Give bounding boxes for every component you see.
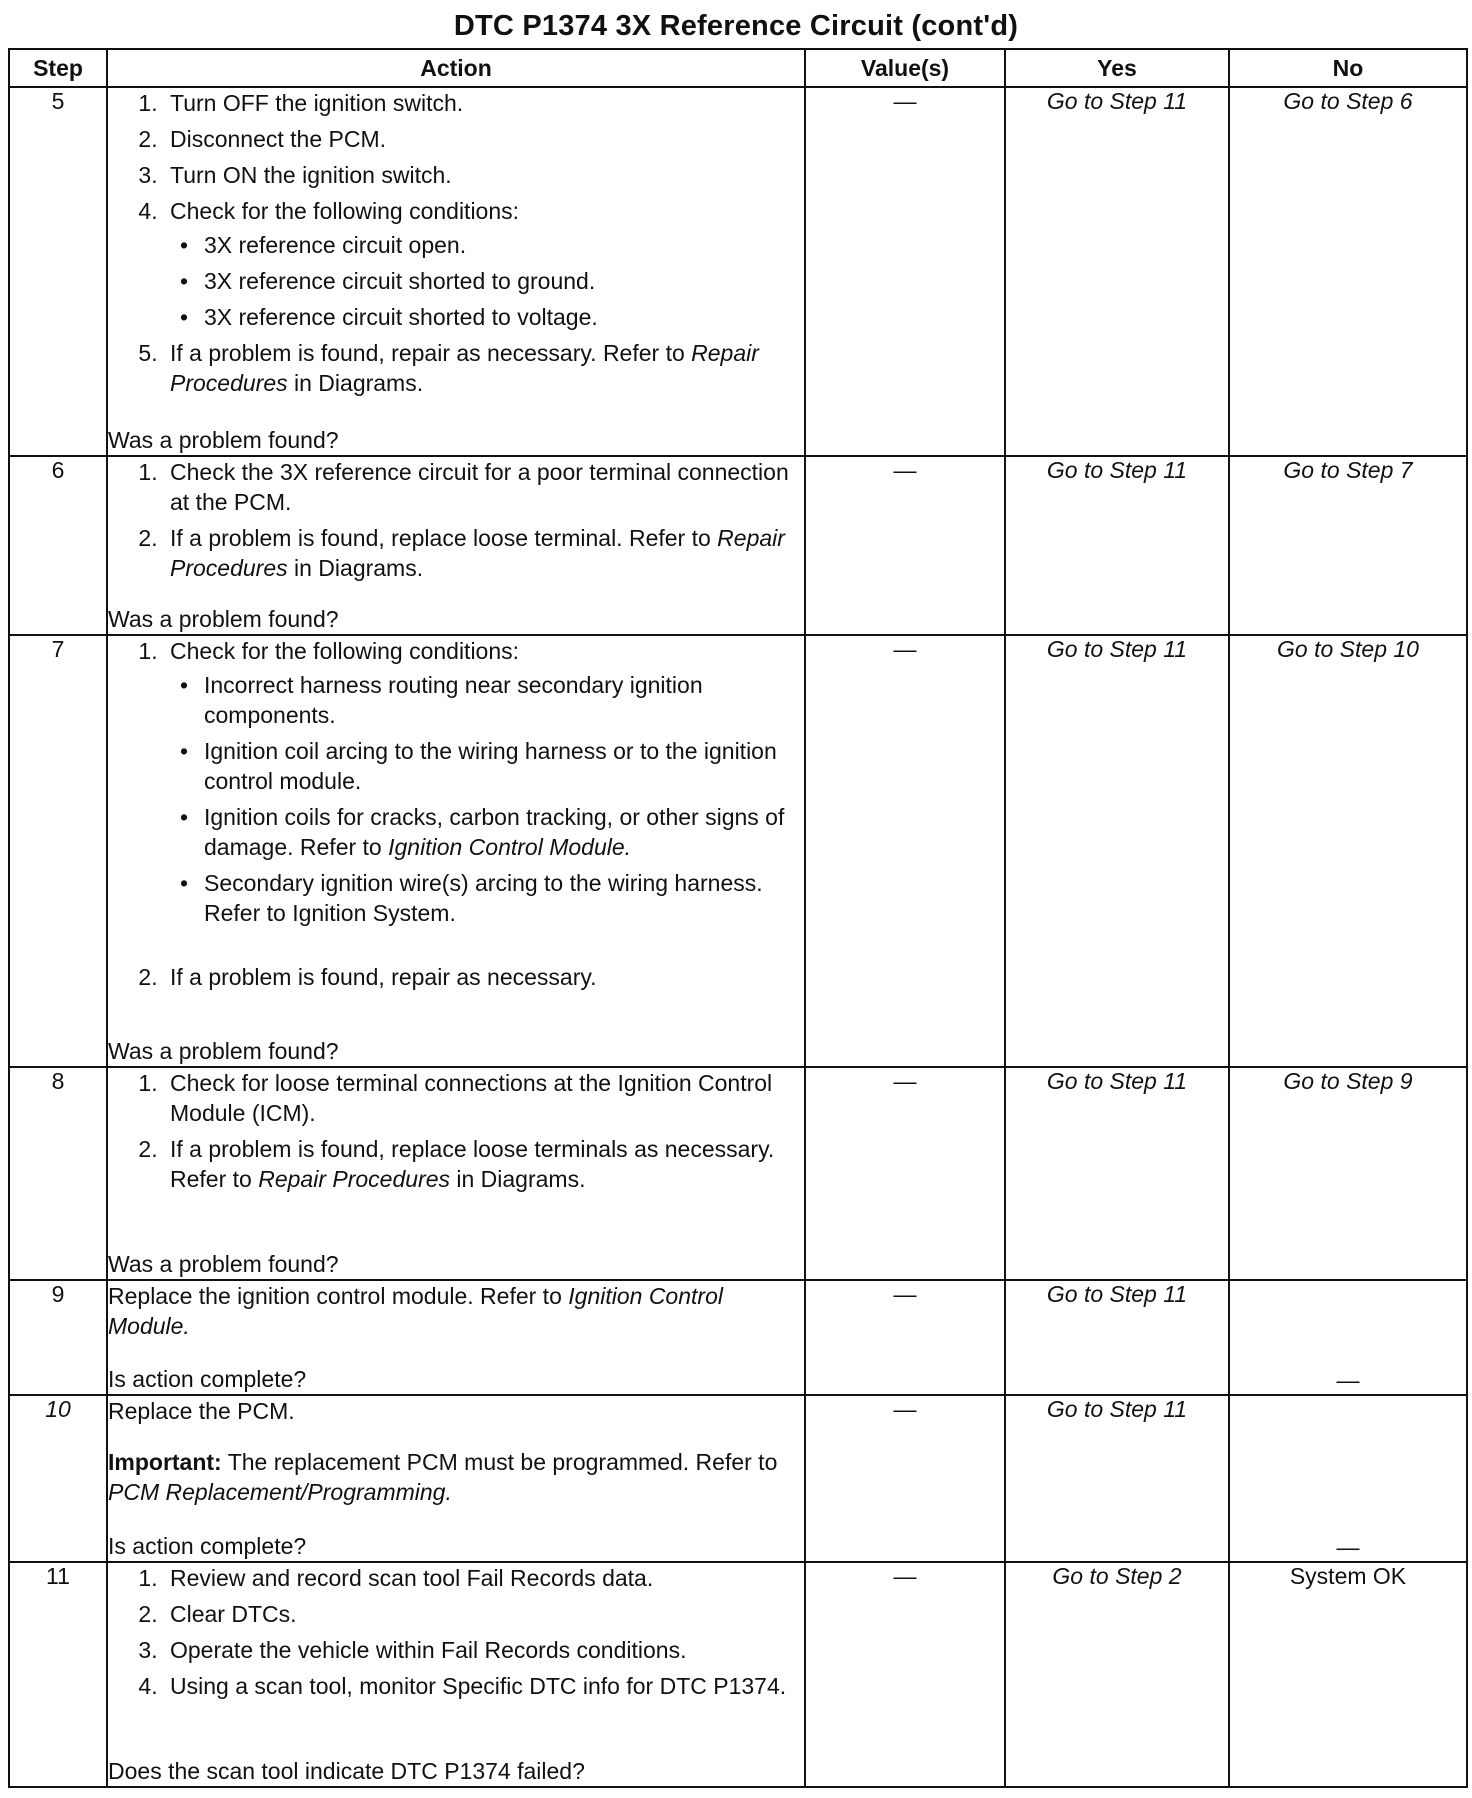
bullet-list <box>170 670 804 928</box>
page-title: DTC P1374 3X Reference Circuit (cont'd) <box>453 10 1019 42</box>
reference-link[interactable]: PCM Replacement/Programming. <box>108 1478 452 1505</box>
list-item-text: in Diagrams. <box>294 370 424 396</box>
table-row-step-7 <box>9 635 1467 1067</box>
yes-cell[interactable]: Go to Step 11 <box>1005 1280 1229 1396</box>
table-row-step-9 <box>9 1280 1467 1396</box>
step-number: 6 <box>9 456 107 635</box>
action-text: Replace the PCM. <box>108 1398 295 1425</box>
step-number: 11 <box>9 1562 107 1787</box>
step-number: 9 <box>9 1280 107 1396</box>
header-action: Action <box>107 49 805 87</box>
bullet-item: • Secondary ignition wire(s) arcing to the wiring harness. Refer to Ignition System. <box>198 868 804 928</box>
list-item <box>164 196 804 332</box>
bullet-item <box>198 802 804 862</box>
important-label: Important: <box>108 1448 222 1475</box>
action-text-body: Replace the ignition control module. Refer to <box>108 1282 562 1309</box>
yes-cell[interactable]: Go to Step 11 <box>1005 635 1229 1067</box>
action-list <box>108 636 804 998</box>
no-cell: — <box>1229 1395 1467 1561</box>
no-cell[interactable]: Go to Step 7 <box>1229 456 1467 635</box>
list-item: 1. Turn OFF the ignition switch. <box>164 88 804 118</box>
reference-link[interactable]: Repair Procedures <box>170 525 785 582</box>
no-cell[interactable]: Go to Step 9 <box>1229 1067 1467 1280</box>
action-cell <box>107 1562 805 1787</box>
yes-cell[interactable]: Go to Step 11 <box>1005 1395 1229 1561</box>
action-cell <box>107 1395 805 1561</box>
step-number: 7 <box>9 635 107 1067</box>
yes-cell[interactable]: Go to Step 11 <box>1005 87 1229 456</box>
table-row-step-8 <box>9 1067 1467 1280</box>
value-cell: — <box>805 635 1005 1067</box>
list-item: 2. Clear DTCs. <box>164 1599 804 1629</box>
list-item-text: in Diagrams. <box>456 1165 586 1192</box>
value-cell: — <box>805 1395 1005 1561</box>
reference-link[interactable]: Ignition Control Module. <box>108 1282 723 1339</box>
list-item: 1. Check the 3X reference circuit for a poor terminal connection at the PCM. <box>164 457 804 517</box>
value-cell: — <box>805 1067 1005 1280</box>
list-item: 3. Turn ON the ignition switch. <box>164 160 804 190</box>
action-cell <box>107 456 805 635</box>
action-list <box>108 457 804 589</box>
list-item: 1. Check for loose terminal connections at the Ignition Control Module (ICM). <box>164 1068 804 1128</box>
list-item-text: in Diagrams. <box>294 555 424 582</box>
list-item: 2. If a problem is found, repair as necessary. <box>164 962 804 992</box>
no-cell: — <box>1229 1280 1467 1396</box>
list-item-text: Check for the following conditions: <box>170 637 520 664</box>
no-cell[interactable]: Go to Step 10 <box>1229 635 1467 1067</box>
bullet-list <box>170 230 804 332</box>
list-item <box>164 523 804 583</box>
list-item <box>164 1134 804 1194</box>
step-number: 5 <box>9 87 107 456</box>
list-item-text: If a problem is found, replace loose terminals as necessary. Refer to <box>170 1135 775 1192</box>
value-cell: — <box>805 456 1005 635</box>
yes-cell[interactable]: Go to Step 2 <box>1005 1562 1229 1787</box>
question-text: Is action complete? <box>108 1366 307 1393</box>
action-list <box>108 1563 804 1707</box>
yes-cell[interactable]: Go to Step 11 <box>1005 456 1229 635</box>
bullet-item: • 3X reference circuit open. <box>198 230 804 260</box>
action-cell <box>107 87 805 456</box>
list-item-text: If a problem is found, replace loose terminal. Refer to <box>170 525 711 552</box>
important-note <box>108 1447 804 1507</box>
step-number: 8 <box>9 1067 107 1280</box>
reference-link[interactable]: Repair Procedures <box>170 340 759 396</box>
bullet-item: • Ignition coil arcing to the wiring harness or to the ignition control module. <box>198 736 804 796</box>
header-step: Step <box>9 49 107 87</box>
question-text: Was a problem found? <box>108 1250 339 1277</box>
question-text: Does the scan tool indicate DTC P1374 failed? <box>108 1758 585 1784</box>
action-list <box>108 88 804 398</box>
question-text: Was a problem found? <box>108 1037 339 1064</box>
important-text: The replacement PCM must be programmed. Refer to <box>227 1448 778 1475</box>
diagnostic-table <box>8 48 1468 1788</box>
value-cell: — <box>805 1562 1005 1787</box>
table-row-step-6 <box>9 456 1467 635</box>
list-item: 4. Using a scan tool, monitor Specific DTC info for DTC P1374. <box>164 1671 804 1701</box>
bullet-item: • 3X reference circuit shorted to ground. <box>198 266 804 296</box>
reference-link[interactable]: Repair Procedures <box>258 1165 450 1192</box>
list-item: 1. Review and record scan tool Fail Records data. <box>164 1563 804 1593</box>
yes-cell[interactable]: Go to Step 11 <box>1005 1067 1229 1280</box>
action-list <box>108 1068 804 1200</box>
reference-link[interactable]: Ignition Control Module. <box>388 833 632 860</box>
question-text: Was a problem found? <box>108 605 339 632</box>
header-values: Value(s) <box>805 49 1005 87</box>
question-text: Is action complete? <box>108 1532 307 1559</box>
value-cell: — <box>805 87 1005 456</box>
table-row-step-5 <box>9 87 1467 456</box>
bullet-item: • 3X reference circuit shorted to voltage. <box>198 302 804 332</box>
no-cell[interactable]: Go to Step 6 <box>1229 87 1467 456</box>
value-cell: — <box>805 1280 1005 1396</box>
action-cell <box>107 1280 805 1396</box>
list-item-text: Check for the following conditions: <box>170 198 520 224</box>
bullet-text: Ignition coils for cracks, carbon tracking, or other signs of damage. Refer to <box>204 803 785 860</box>
list-item: 2. Disconnect the PCM. <box>164 124 804 154</box>
list-item <box>164 636 804 928</box>
action-cell <box>107 635 805 1067</box>
question-text: Was a problem found? <box>108 427 339 454</box>
header-yes: Yes <box>1005 49 1229 87</box>
table-row-step-11 <box>9 1562 1467 1787</box>
action-text <box>108 1281 804 1341</box>
list-item-text: If a problem is found, repair as necessary. Refer to <box>170 340 685 366</box>
table-header-row <box>9 49 1467 87</box>
list-item: 3. Operate the vehicle within Fail Records conditions. <box>164 1635 804 1665</box>
bullet-item: • Incorrect harness routing near secondary ignition components. <box>198 670 804 730</box>
action-cell <box>107 1067 805 1280</box>
list-item <box>164 338 804 398</box>
header-no: No <box>1229 49 1467 87</box>
table-row-step-10 <box>9 1395 1467 1561</box>
step-number: 10 <box>9 1395 107 1561</box>
no-cell[interactable]: System OK <box>1229 1562 1467 1787</box>
